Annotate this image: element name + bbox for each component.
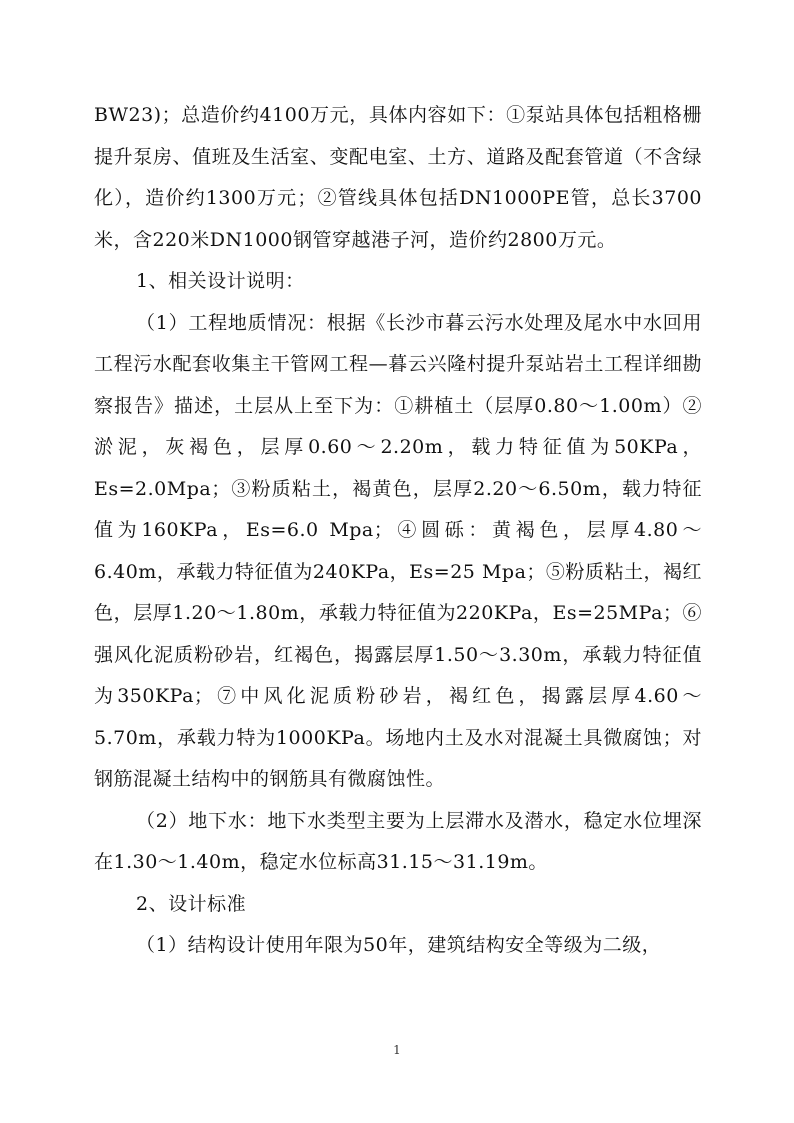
paragraph-service-life: （1）结构设计使用年限为50年，建筑结构安全等级为二级， (136, 934, 662, 956)
heading-design-notes: 1、相关设计说明： (136, 270, 305, 292)
page-number: 1 (393, 1043, 401, 1057)
paragraph-groundwater: （2）地下水：地下水类型主要为上层滞水及潜水，稳定水位埋深在1.30～1.40m，稳定水位标高31.15～31.19m。 (94, 809, 702, 873)
document-body (94, 95, 702, 967)
heading-design-standards: 2、设计标准 (136, 892, 247, 915)
paragraph-cost-summary: BW23)；总造价约4100万元，具体内容如下：①泵站具体包括粗格栅提升泵房、值班及生活室、变配电室、土方、道路及配套管道（不含绿化），造价约1300万元；②管线具体包括DN1000PE管，总长3700米，含220米DN1000钢管穿越港子河，造价约2800万元。 (94, 104, 702, 251)
paragraph-geology: （1）工程地质情况：根据《长沙市暮云污水处理及尾水中水回用工程污水配套收集主干管网工程—暮云兴隆村提升泵站岩土工程详细勘察报告》描述，土层从上至下为：①耕植土（层厚0.80～1.00m）②淤泥，灰褐色，层厚0.60～2.20m，载力特征值为50KPa， Es=2.0Mpa；③粉质粘土，褐黄色，层厚2.20～6.50m，载力特征值为160KPa，Es=6.0 Mpa；④圆砾：黄褐色，层厚4.80～6.40m，承载力特征值为240KPa，Es=25 Mpa；⑤粉质粘土，褐红色，层厚1.20～1.80m，承载力特征值为220KPa，Es=25MPa；⑥强风化泥质粉砂岩，红褐色，揭露层厚1.50～3.30m，承载力特征值为350KPa；⑦中风化泥质粉砂岩，褐红色，揭露层厚4.60～5.70m，承载力特为1000KPa。场地内土及水对混凝土具微腐蚀；对钢筋混凝土结构中的钢筋具有微腐蚀性。 (94, 311, 702, 790)
